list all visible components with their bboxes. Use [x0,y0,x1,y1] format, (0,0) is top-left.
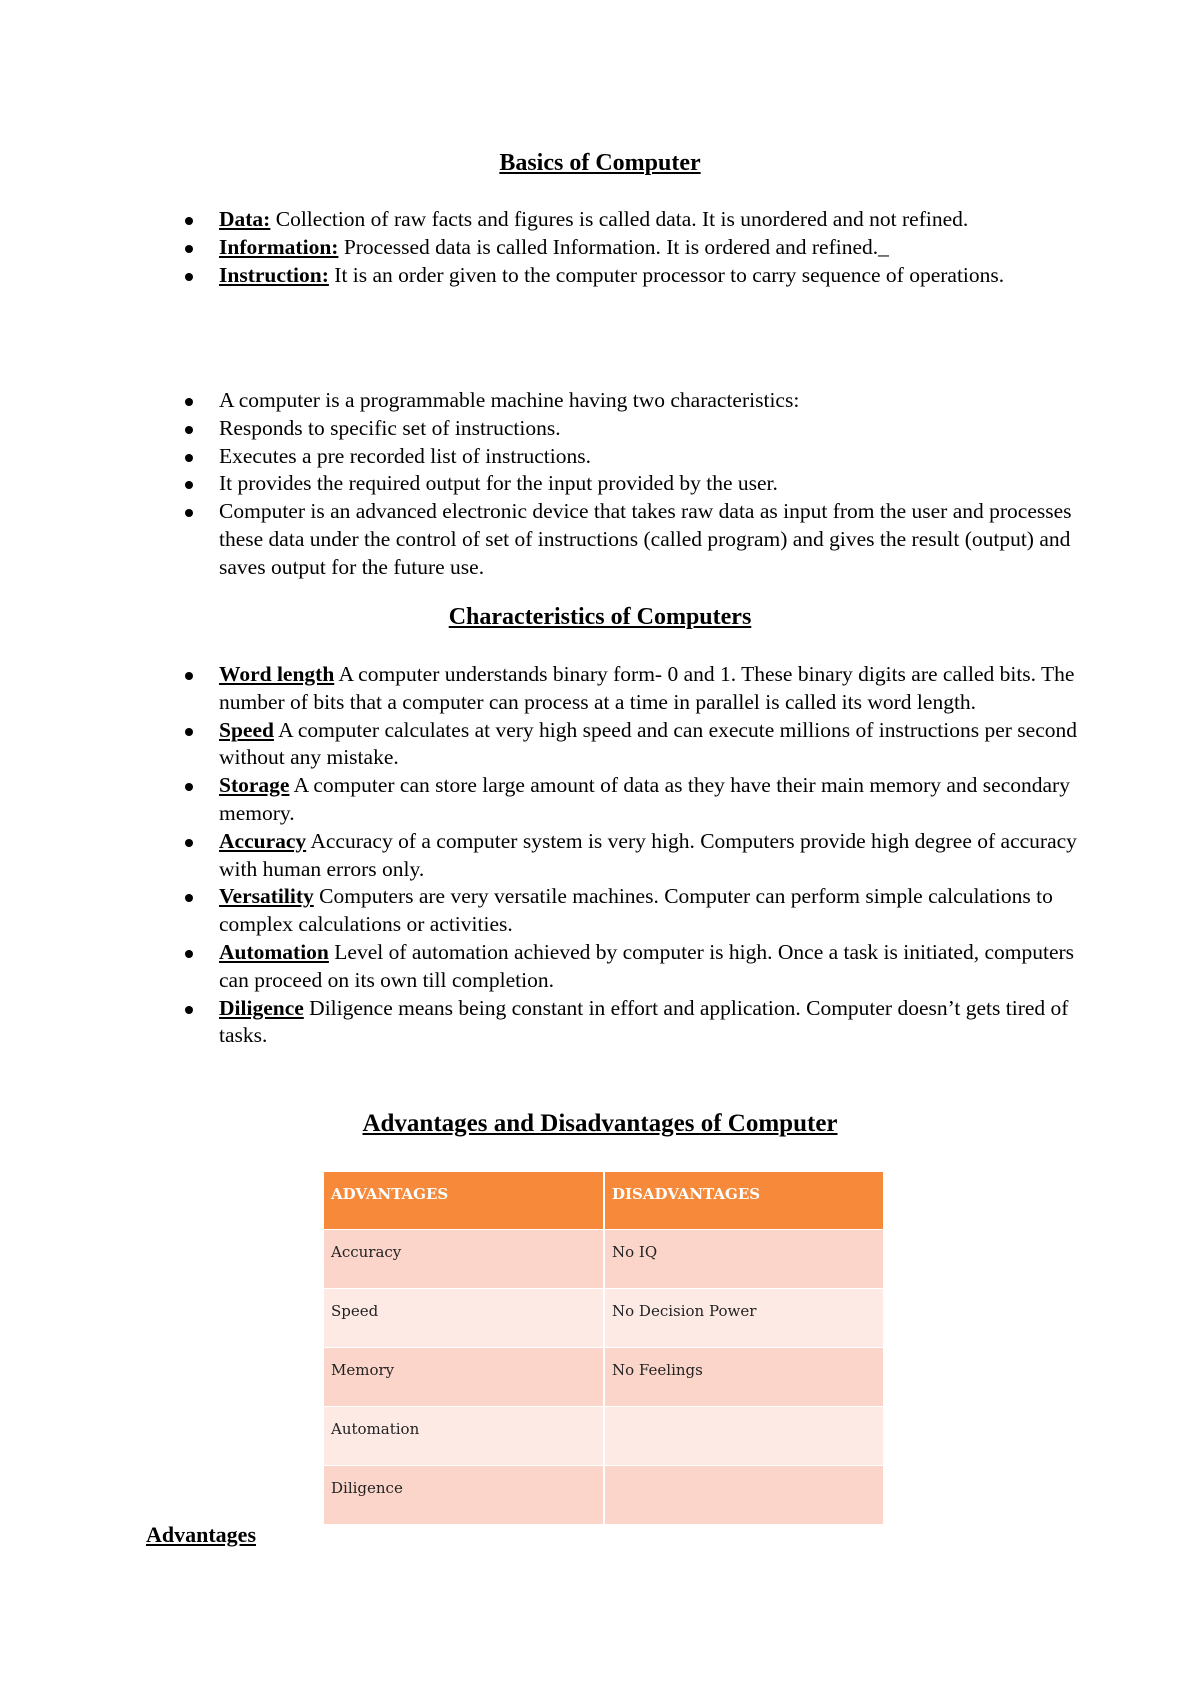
characteristic-text: A computer calculates at very high speed and can execute millions of instructions per second without any mistake. [219,717,1077,770]
advantage-cell: Automation [324,1407,604,1466]
advantage-cell: Speed [324,1289,604,1348]
characteristic-text: Computers are very versatile machines. Computer can perform simple calculations to complex calculations or activities. [219,884,1053,937]
term-label: Accuracy [219,828,307,853]
table-row [324,1348,884,1407]
disadvantage-cell: No Feelings [604,1348,884,1407]
table-row [324,1407,884,1466]
term-label: Information: [219,234,339,259]
advantage-cell: Accuracy [324,1230,604,1289]
bullet-icon [185,245,193,253]
term-label: Versatility [219,884,314,909]
term-label: Diligence [219,995,304,1020]
point-text: Computer is an advanced electronic device that takes raw data as input from the user and processes these data under the control of set of instructions (called program) and gives the result (output) and saves output for the future use. [219,499,1072,579]
advantage-cell: Diligence [324,1466,604,1525]
bullet-icon [185,509,193,517]
list-item [0,995,1089,1051]
bullet-icon [185,426,193,434]
column-header-disadvantages: DISADVANTAGES [604,1172,884,1230]
bullet-icon [185,217,193,225]
disadvantage-cell [604,1407,884,1466]
bullet-icon [185,894,193,902]
computer-points-list [0,387,1089,582]
definition-text: Collection of raw facts and figures is called data. It is unordered and not refined. [270,207,969,231]
bullet-icon [185,728,193,736]
advantages-table [324,1172,885,1525]
point-text: Executes a pre recorded list of instructions. [219,443,591,468]
term-label: Data: [219,207,271,231]
column-header-advantages: ADVANTAGES [324,1172,604,1230]
bullet-icon [185,273,193,281]
definitions-list [0,206,1089,289]
heading-characteristics: Characteristics of Computers [448,604,752,630]
point-text: It provides the required output for the input provided by the user. [219,471,778,496]
disadvantage-cell: No IQ [604,1230,884,1289]
bullet-icon [185,839,193,847]
heading-basics: Basics of Computer [499,150,701,176]
term-label: Automation [219,939,329,964]
heading-advantages-disadvantages: Advantages and Disadvantages of Computer [362,1110,838,1137]
list-item [0,206,1089,234]
list-item [0,470,1089,498]
advantage-cell: Memory [324,1348,604,1407]
disadvantage-cell [604,1466,884,1525]
bullet-icon [185,672,193,680]
characteristic-text: A computer understands binary form- 0 and 1. These binary digits are called bits. The number of bits that a computer can process at a time in parallel is called its word length. [219,662,1075,714]
characteristics-list [0,661,1089,1050]
list-item [0,443,1089,471]
table-row [324,1289,884,1348]
characteristic-text: Accuracy of a computer system is very high. Computers provide high degree of accuracy with human errors only. [219,828,1077,881]
list-item [0,717,1089,773]
table-row [324,1466,884,1525]
heading-advantages: Advantages [146,1522,257,1547]
table-row [324,1230,884,1289]
characteristic-text: A computer can store large amount of data as they have their main memory and secondary memory. [219,773,1070,825]
characteristic-text: Level of automation achieved by computer is high. Once a task is initiated, computers can proceed on its own till completion. [219,939,1075,992]
definition-text: Processed data is called Information. It is ordered and refined._ [338,234,889,259]
list-item [0,498,1089,581]
bullet-icon [185,481,193,489]
list-item [0,828,1089,884]
bullet-icon [185,783,193,791]
term-label: Word length [219,662,335,686]
characteristic-text: Diligence means being constant in effort and application. Computer doesn’t gets tired of tasks. [219,995,1069,1048]
list-item [0,883,1089,939]
point-text: A computer is a programmable machine having two characteristics: [219,388,800,412]
point-text: Responds to specific set of instructions. [219,415,561,440]
list-item [0,661,1089,717]
list-item [0,939,1089,995]
term-label: Storage [219,773,290,798]
term-label: Instruction: [219,262,329,287]
table-header-row [324,1172,884,1230]
list-item [0,772,1089,828]
term-label: Speed [219,717,274,742]
list-item [0,262,1089,290]
list-item [0,234,1089,262]
bullet-icon [185,454,193,462]
list-item [0,387,1089,415]
list-item [0,415,1089,443]
definition-text: It is an order given to the computer processor to carry sequence of operations. [328,262,1005,287]
disadvantage-cell: No Decision Power [604,1289,884,1348]
bullet-icon [185,950,193,958]
bullet-icon [185,398,193,406]
bullet-icon [185,1006,193,1014]
